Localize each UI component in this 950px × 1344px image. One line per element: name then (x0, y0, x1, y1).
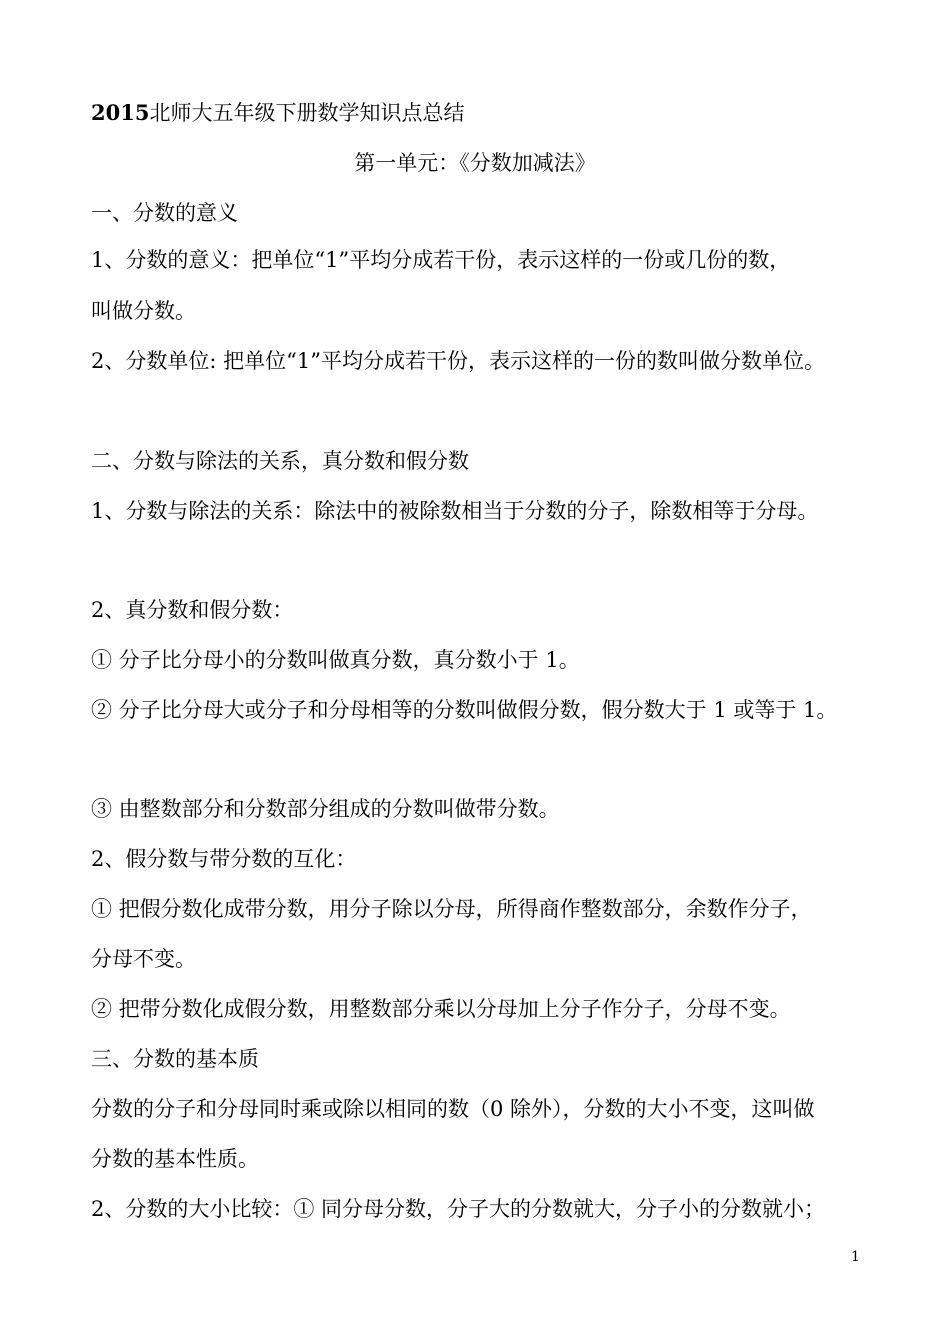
paragraph-line: 2、假分数与带分数的互化： (91, 847, 357, 871)
document-title (91, 99, 464, 127)
section-heading-1: 一、分数的意义 (91, 201, 238, 225)
paragraph-line: 分数的分子和分母同时乘或除以相同的数（0 除外），分数的大小不变，这叫做 (91, 1097, 815, 1121)
paragraph-line: 2、真分数和假分数： (91, 598, 294, 622)
paragraph-line: 1、分数与除法的关系：除法中的被除数相当于分数的分子，除数相等于分母。 (91, 499, 819, 523)
section-heading-3: 三、分数的基本质 (91, 1047, 259, 1071)
section-heading-2: 二、分数与除法的关系，真分数和假分数 (91, 449, 469, 473)
paragraph-line: 1、分数的意义：把单位“1”平均分成若干份，表示这样的一份或几份的数， (91, 248, 791, 272)
paragraph-line: ① 把假分数化成带分数，用分子除以分母，所得商作整数部分，余数作分子， (91, 897, 812, 921)
paragraph-line: ② 把带分数化成假分数，用整数部分乘以分母加上分子作分子，分母不变。 (91, 997, 791, 1021)
paragraph-line: 2、分数单位: 把单位“1”平均分成若干份，表示这样的一份的数叫做分数单位。 (91, 349, 825, 373)
paragraph-line: 分母不变。 (91, 947, 196, 971)
paragraph-line: 叫做分数。 (91, 299, 196, 323)
title-year: 2015 (91, 100, 150, 125)
paragraph-line: ① 分子比分母小的分数叫做真分数，真分数小于 1。 (91, 648, 580, 672)
title-text: 北师大五年级下册数学知识点总结 (149, 101, 465, 125)
paragraph-line: 2、分数的大小比较：① 同分母分数，分子大的分数就大，分子小的分数就小； (91, 1197, 826, 1221)
paragraph-line: ② 分子比分母大或分子和分母相等的分数叫做假分数，假分数大于 1 或等于 1。 (91, 698, 838, 722)
page-number: 1 (851, 1249, 860, 1265)
unit-title: 第一单元：《分数加减法》 (354, 151, 596, 175)
paragraph-line: 分数的基本性质。 (91, 1147, 259, 1171)
paragraph-line: ③ 由整数部分和分数部分组成的分数叫做带分数。 (91, 797, 560, 821)
